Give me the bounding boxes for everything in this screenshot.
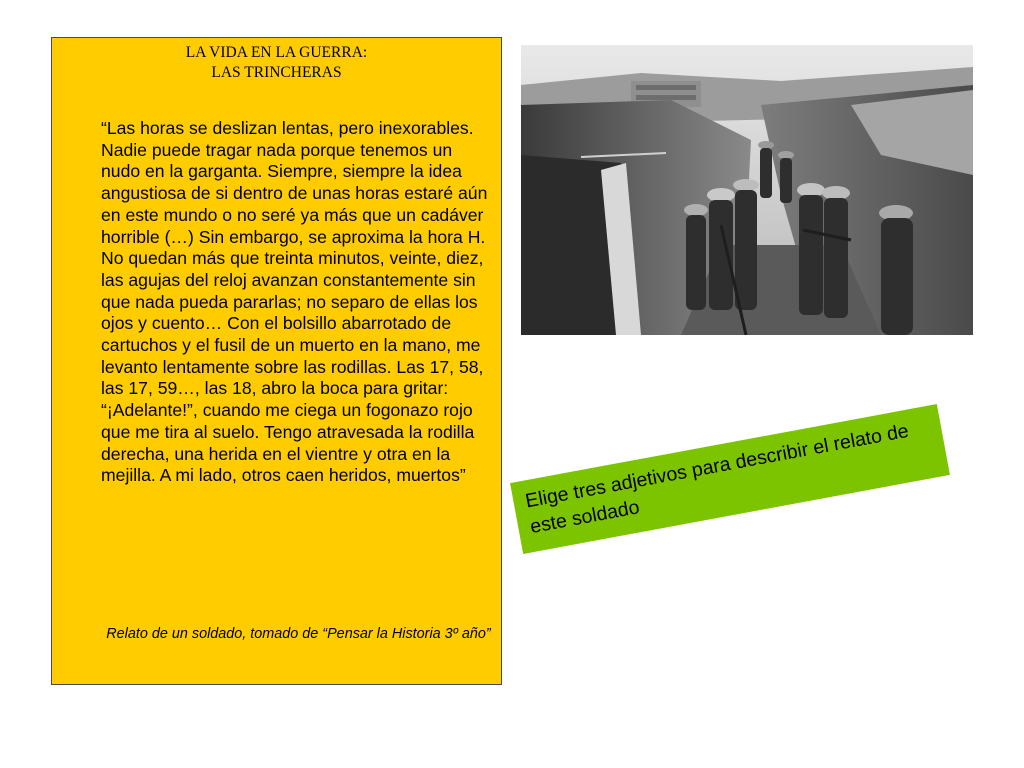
slide-title-line-1: LA VIDA EN LA GUERRA: bbox=[185, 44, 368, 61]
soldier-quote: “Las horas se deslizan lentas, pero inexorables. Nadie puede tragar nada porque tenemos un nudo en la garganta. Siempre, siempre la idea angustiosa de si dentro de unas horas estaré aún en este mundo o no seré ya más que un cadáver horrible (…) Sin embargo, se aproxima la hora H. No quedan más que treinta minutos, veinte, diez, las agujas del reloj avanzan constantemente sin que nada pueda pararlas; no separo de ellas los ojos y cuento… Con el bolsillo abarrotado de cartuchos y el fusil de un muerto en la mano, me levanto lentamente sobre las rodillas. Las 17, 58, las 17, 59…, las 18, abro la boca para gritar: “¡Adelante!”, cuando me ciega un fogonazo rojo que me tira al suelo. Tengo atravesada la rodilla derecha, una herida en el vientre y otra en la mejilla. A mi lado, otros caen heridos, muertos” bbox=[101, 118, 488, 486]
trench-soldiers-photo bbox=[521, 45, 973, 335]
slide-title-line-2: LAS TRINCHERAS bbox=[211, 64, 342, 81]
slide-title bbox=[52, 43, 501, 83]
quote-text-box bbox=[51, 37, 502, 685]
activity-callout bbox=[510, 404, 950, 554]
quote-source: Relato de un soldado, tomado de “Pensar la Historia 3º año” bbox=[106, 626, 491, 642]
activity-callout-text: Elige tres adjetivos para describir el relato de este soldado bbox=[523, 419, 911, 538]
